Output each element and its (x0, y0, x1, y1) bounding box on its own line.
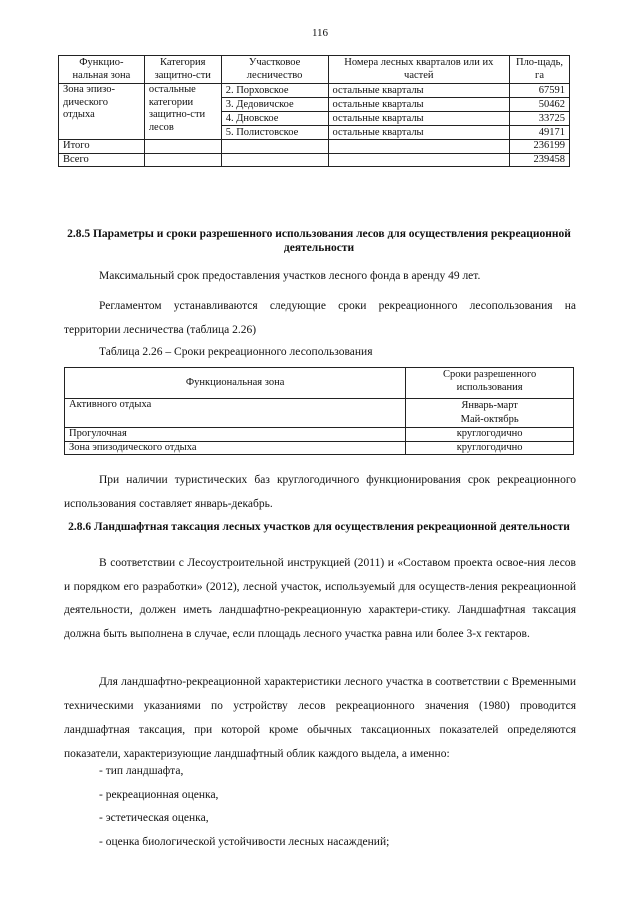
table-row: 5. Полистовское (225, 127, 299, 138)
table-row: 50462 (510, 98, 569, 112)
table-row (65, 399, 574, 428)
header-area: Пло-щадь, га (510, 56, 570, 84)
vsego-value: 239458 (510, 153, 570, 167)
section-285-title: 2.8.5 Параметры и сроки разрешенного использования лесов для осуществления рекреационной деятельности (67, 228, 571, 254)
table-row: 2. Порховское (222, 84, 328, 98)
zone-name: Зона эпизодического отдыха (65, 441, 406, 455)
header-quarters: Номера лесных кварталов или их частей (328, 56, 510, 84)
table-row (65, 428, 574, 442)
area-cell (510, 84, 570, 140)
table-row: остальные кварталы (329, 112, 510, 126)
term-value: Январь-март (461, 400, 518, 411)
term-value: Май-октябрь (460, 414, 519, 425)
term-value: круглогодично (406, 428, 574, 442)
table-row: остальные кварталы (329, 84, 510, 98)
section-285-p1: Максимальный срок предоставления участков лесного фонда в аренду 49 лет. (99, 270, 481, 282)
page-number: 116 (311, 27, 329, 39)
itogo-value: 236199 (510, 140, 570, 154)
list-item: - рекреационная оценка, (99, 789, 219, 801)
zone-name: Прогулочная (65, 428, 406, 442)
header-terms: Сроки разрешенного использования (406, 368, 574, 399)
quarters-cell (328, 84, 510, 140)
forestry-cell (221, 84, 328, 140)
table-row: 49171 (538, 127, 565, 138)
recreation-terms-table (64, 367, 574, 455)
zone-cell: Зона эпизо-дического отдыха (59, 84, 145, 140)
term-cell (406, 399, 574, 428)
forest-zones-table (58, 55, 570, 167)
table-row: 4. Дновское (222, 112, 328, 126)
term-value: круглогодично (406, 441, 574, 455)
vsego-label: Всего (59, 153, 145, 167)
table-caption: Таблица 2.26 – Сроки рекреационного лесопользования (99, 346, 373, 358)
table-row: 67591 (510, 84, 569, 98)
zone-name: Активного отдыха (65, 399, 406, 428)
category-cell: остальные категории защитно-сти лесов (144, 84, 221, 140)
header-forestry: Участковое лесничество (221, 56, 328, 84)
section-286-title: 2.8.6 Ландшафтная таксация лесных участков для осуществления рекреационной деятельности (68, 521, 570, 533)
header-category: Категория защитно-сти (144, 56, 221, 84)
section-285-p2: Регламентом устанавливаются следующие сроки рекреационного лесопользования на территории лесничества (таблица 2.26) (64, 300, 576, 336)
table-row: 33725 (510, 112, 569, 126)
table-row: остальные кварталы (329, 98, 510, 112)
header-zone: Функцио-нальная зона (59, 56, 145, 84)
p3: При наличии туристических баз круглогодичного функционирования срок рекреационного использования составляет январь-декабрь. (64, 474, 576, 510)
section-286-p1: В соответствии с Лесоустроительной инструкцией (2011) и «Составом проекта освое-ния лесов и порядком его разработки» (2012), лесной участок, используемый для осуществ-ления рекреационной деятельности, должен иметь ландшафтно-рекреационную характери-стику. Ландшафтная таксация должна быть выполнена в случае, если площадь лесного участка равна или более 3-х гектаров. (64, 557, 576, 640)
table-row (65, 441, 574, 455)
itogo-label: Итого (59, 140, 145, 154)
header-zone: Функциональная зона (65, 368, 406, 399)
table-row: остальные кварталы (332, 127, 424, 138)
table-row: 3. Дедовичское (222, 98, 328, 112)
list-item: - эстетическая оценка, (99, 812, 209, 824)
list-item: - оценка биологической устойчивости лесных насаждений; (99, 836, 390, 848)
list-item: - тип ландшафта, (99, 765, 184, 777)
section-286-p2: Для ландшафтно-рекреационной характеристики лесного участка в соответствии с Временными техническими указаниями по устройству лесов рекреационного значения (1980) проводится ландшафтная таксация, при которой кроме обычных таксационных показателей определяются показатели, характеризующие ландшафтный облик каждого выдела, а именно: (64, 676, 576, 760)
